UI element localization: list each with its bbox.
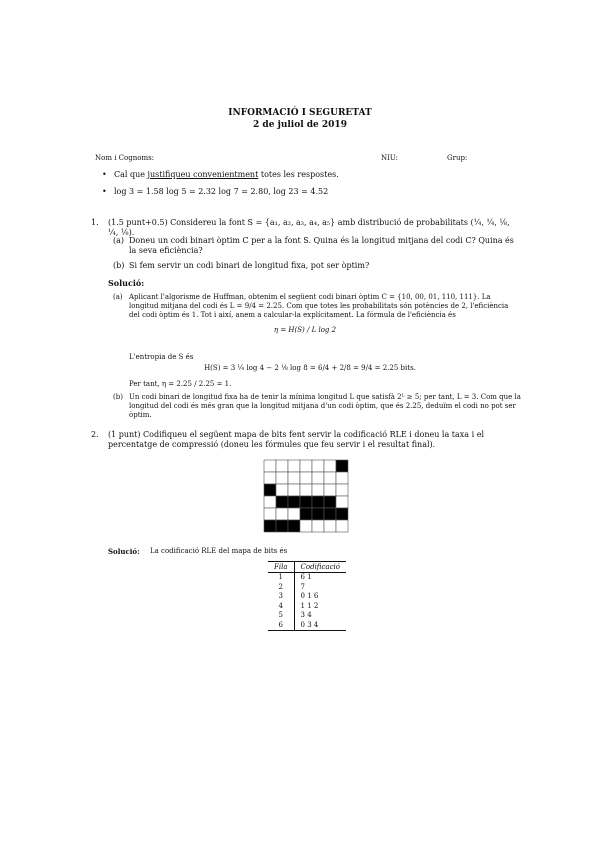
q1-part-b-label: (b) bbox=[113, 261, 125, 270]
instruction-justify-underlined: justifiqueu convenientment bbox=[147, 170, 259, 179]
q2-statement: (1 punt) Codifiqueu el següent mapa de bits fent servir la codificació RLE i doneu la taxa i el percentatge de compressió (doneu les fórmules que feu servir i el resultat final). bbox=[108, 430, 484, 449]
bitmap-grid bbox=[263, 459, 349, 533]
table-row bbox=[268, 611, 346, 621]
bitmap-cell-white bbox=[336, 496, 348, 508]
rle-row-number: 3 bbox=[268, 592, 294, 602]
bitmap-cell-black bbox=[312, 496, 324, 508]
niu-label: NIU: bbox=[381, 154, 398, 162]
bitmap-cell-white bbox=[300, 472, 312, 484]
name-label: Nom i Cognoms: bbox=[95, 154, 155, 162]
exam-title: INFORMACIÓ I SEGURETAT bbox=[228, 108, 372, 118]
bitmap-cell-white bbox=[336, 472, 348, 484]
table-row bbox=[268, 602, 346, 612]
bitmap-cell-white bbox=[336, 484, 348, 496]
exam-date: 2 de juliol de 2019 bbox=[253, 120, 347, 130]
instruction-justify bbox=[114, 170, 534, 180]
rle-row-code: 3 4 bbox=[300, 611, 312, 619]
bitmap-cell-black bbox=[324, 496, 336, 508]
bitmap-cell-white bbox=[276, 460, 288, 472]
rle-row-code: 0 1 6 bbox=[300, 592, 319, 600]
q2-solution-text: La codificació RLE del mapa de bits és bbox=[150, 547, 288, 555]
q1-sol-b-text: Un codi binari de longitud fixa ha de tenir la mínima longitud L que satisfà 2ᴸ ≥ 5; per tant, L = 3. Com que la longitud del codi és més gran que la longitud mitjana d'un codi òptim, que és 2.25, deduïm el codi no pot ser òptim. bbox=[129, 393, 521, 419]
rle-row-number: 5 bbox=[268, 611, 294, 621]
bitmap-cell-white bbox=[264, 496, 276, 508]
table-row bbox=[268, 592, 346, 602]
entropy-formula: H(S) = 3 ¼ log 4 − 2 ⅛ log 8 = 6/4 + 2/8 = 9/4 = 2.25 bits. bbox=[204, 364, 416, 372]
bitmap-cell-black bbox=[300, 508, 312, 520]
bitmap-cell-black bbox=[288, 520, 300, 532]
rle-header-encoding: Codificació bbox=[294, 562, 346, 573]
bitmap-cell-black bbox=[324, 508, 336, 520]
rle-row-code: 6 1 bbox=[300, 573, 312, 581]
q1-part-a: Doneu un codi binari òptim C per a la font S. Quina és la longitud mitjana del codi C? Quina és la seva eficiència? bbox=[129, 236, 514, 255]
q2-solution-label: Solució: bbox=[108, 547, 140, 556]
per-tant: Per tant, η = 2.25 / 2.25 = 1. bbox=[129, 380, 232, 388]
bitmap-cell-white bbox=[288, 460, 300, 472]
q2-number: 2. bbox=[91, 430, 99, 439]
bitmap-cell-white bbox=[324, 484, 336, 496]
bitmap-cell-white bbox=[336, 520, 348, 532]
bitmap-cell-black bbox=[300, 496, 312, 508]
table-row bbox=[268, 583, 346, 593]
q1-number: 1. bbox=[91, 218, 99, 227]
bitmap-cell-white bbox=[276, 472, 288, 484]
bitmap-cell-white bbox=[288, 508, 300, 520]
q1-solution-label: Solució: bbox=[108, 278, 145, 288]
bitmap-cell-white bbox=[312, 520, 324, 532]
bitmap-cell-white bbox=[300, 520, 312, 532]
bitmap-cell-white bbox=[288, 484, 300, 496]
rle-row-number: 6 bbox=[268, 621, 294, 631]
bitmap-cell-black bbox=[276, 496, 288, 508]
bitmap-cell-black bbox=[312, 508, 324, 520]
rle-row-number: 1 bbox=[268, 573, 294, 583]
bitmap-cell-white bbox=[264, 460, 276, 472]
bitmap-cell-white bbox=[324, 520, 336, 532]
q1-sol-a-label: (a) bbox=[113, 293, 123, 301]
bitmap-cell-black bbox=[264, 484, 276, 496]
rle-row-number: 2 bbox=[268, 583, 294, 593]
rle-row-code: 7 bbox=[300, 582, 305, 591]
bitmap-cell-white bbox=[276, 484, 288, 496]
bitmap-cell-white bbox=[300, 484, 312, 496]
rle-row-code: 1 1 2 bbox=[300, 601, 319, 610]
bitmap-cell-black bbox=[276, 520, 288, 532]
q1-statement: (1.5 punt+0.5) Considereu la font S = {a₁, a₂, a₃, a₄, a₅} amb distribució de probabilitats (¼, ¼, ⅛, ¼, ⅛). bbox=[108, 218, 510, 237]
bitmap-cell-white bbox=[324, 472, 336, 484]
rle-table bbox=[268, 561, 346, 631]
bitmap-cell-black bbox=[336, 460, 348, 472]
instruction-logs: • log 3 = 1.58 log 5 = 2.32 log 7 = 2.80, log 23 = 4.52 bbox=[114, 187, 534, 197]
table-row bbox=[268, 573, 346, 583]
q1-part-a-label: (a) bbox=[113, 236, 125, 245]
bitmap-cell-white bbox=[312, 484, 324, 496]
bitmap-cell-white bbox=[300, 460, 312, 472]
bitmap-cell-white bbox=[312, 460, 324, 472]
bitmap-cell-white bbox=[264, 472, 276, 484]
bitmap-cell-white bbox=[324, 460, 336, 472]
instruction-justify-post: totes les respostes. bbox=[258, 170, 339, 179]
bitmap-cell-black bbox=[264, 520, 276, 532]
bitmap-cell-black bbox=[288, 496, 300, 508]
entropy-intro: L'entropia de S és bbox=[129, 353, 194, 361]
rle-row-code: 0 3 4 bbox=[300, 620, 319, 629]
q1-sol-b-label: (b) bbox=[113, 393, 123, 401]
group-label: Grup: bbox=[447, 154, 468, 162]
rle-header-row: Fila bbox=[268, 562, 294, 573]
rle-row-number: 4 bbox=[268, 602, 294, 612]
q1-sol-a-text: Aplicant l'algorisme de Huffman, obtenim el següent codi binari òptim C = {10, 00, 01, 110, 111}. La longitud mitjana del codi és L = 9/4 = 2.25. Com que totes les probabilitats són potències de 2, l'eficiència del codi òptim és 1. Tot i així, anem a calcular-la explícitament. La fórmula de l'eficiència és bbox=[129, 293, 509, 319]
rle-table-header bbox=[268, 562, 346, 573]
q1-part-b: Si fem servir un codi binari de longitud fixa, pot ser òptim? bbox=[129, 261, 370, 270]
efficiency-formula: η = H(S) / L log 2 bbox=[273, 326, 337, 334]
bitmap-cell-white bbox=[312, 472, 324, 484]
bitmap-cell-black bbox=[336, 508, 348, 520]
bitmap-cell-white bbox=[288, 472, 300, 484]
bitmap-cell-white bbox=[264, 508, 276, 520]
instruction-justify-pre: Cal que bbox=[114, 170, 148, 179]
bitmap-cell-white bbox=[276, 508, 288, 520]
table-row bbox=[268, 621, 346, 631]
